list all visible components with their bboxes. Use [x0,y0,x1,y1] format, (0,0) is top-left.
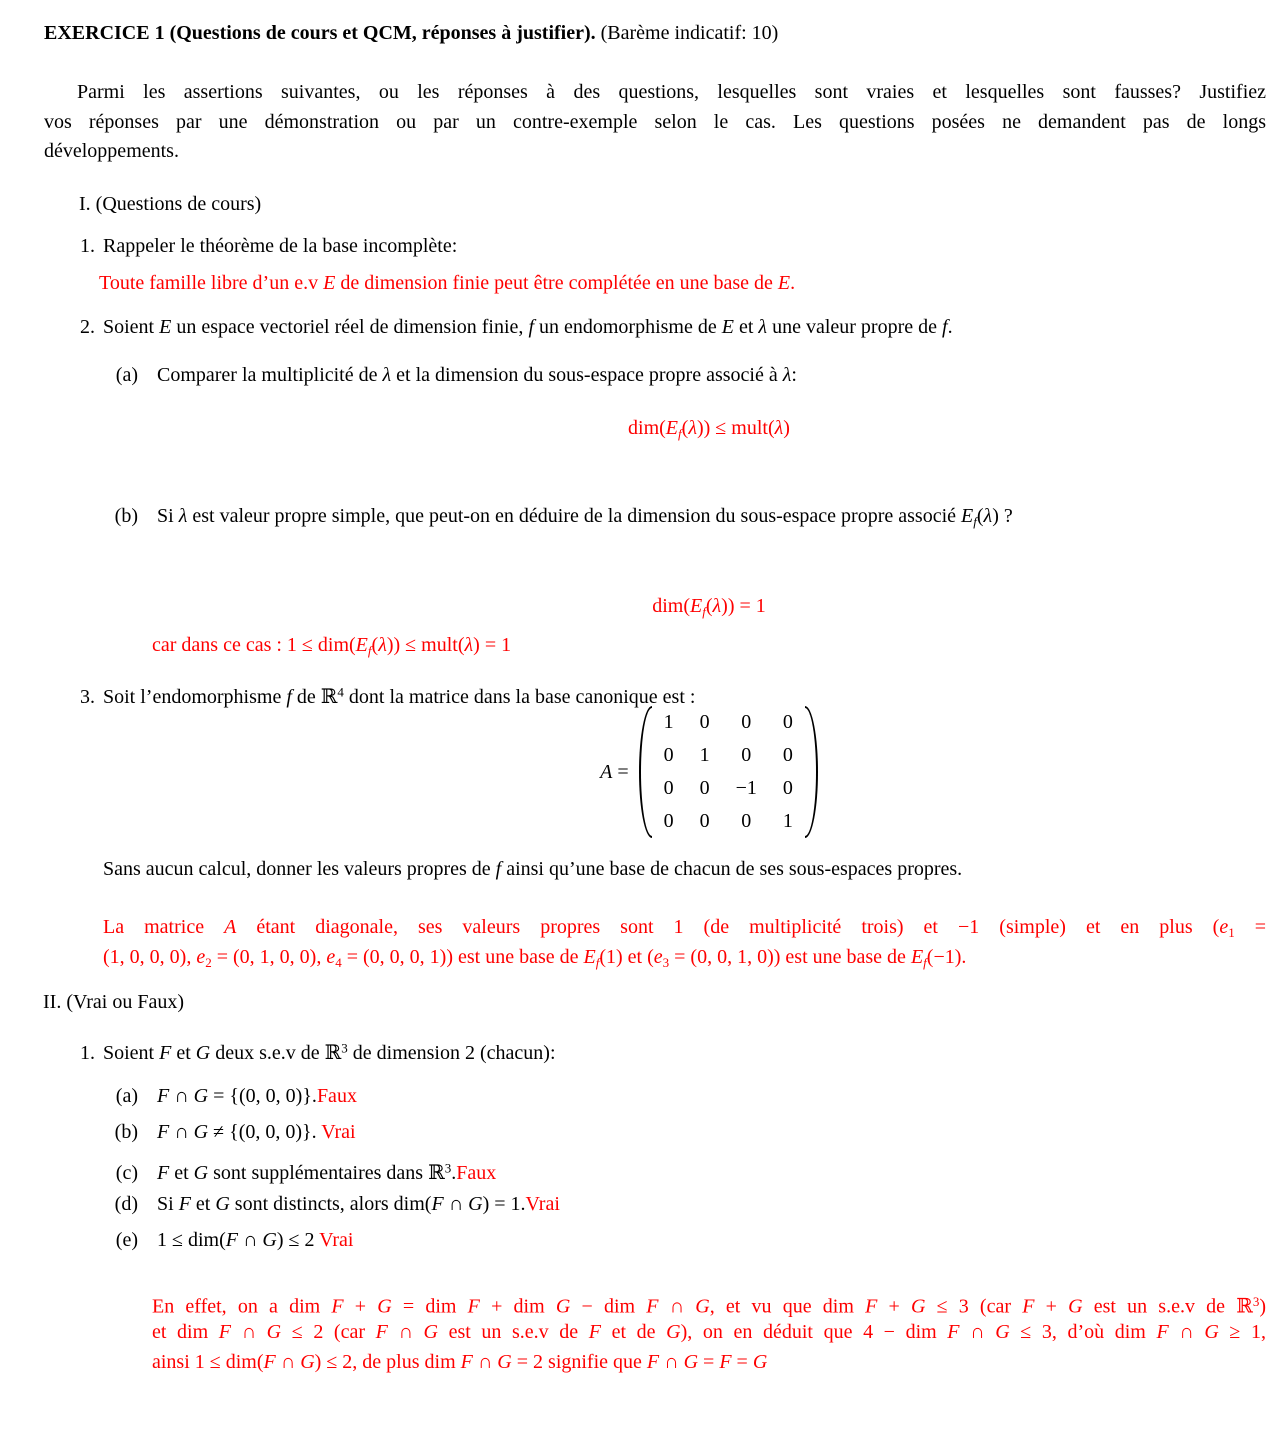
part1-q2b-text: Si λ est valeur propre simple, que peut-on en déduire de la dimension du sous-espace propre associé $E_f(\lambda)$ ? [157,505,1013,529]
exercise-title: EXERCICE 1 (Questions de cours et QCM, réponses à justifier). (Barème indicatif: 10) [44,22,779,44]
part1-q2-number: 2. [80,316,95,338]
part2-item-a-text: F ∩ G = {(0, 0, 0)}.Faux [157,1085,357,1107]
part1-q2b-because: car dans ce cas : $1 \le dim(E_f(\lambda))$ ≤ mult(λ) = 1 [152,634,512,658]
part2-item-e-text: 1 ≤ dim(F ∩ G) ≤ 2 Vrai [157,1229,354,1251]
part1-q2-text: Soient E un espace vectoriel réel de dimension finie, f un endomorphisme de E et λ une valeur propre de f. [103,316,953,338]
part1-q2b-formula: $dim(E_f(\lambda)) = 1$ [652,595,766,619]
part1-q1-answer: Toute famille libre d’un e.v E de dimension finie peut être complétée en une base de E. [99,272,796,294]
matrix-cell: 1 [782,810,793,832]
part2-q1-number: 1. [80,1041,95,1064]
part2-item-e [44,1226,354,1254]
part1-q1-number: 1. [80,235,95,257]
part1-header: I. (Questions de cours) [79,193,262,215]
part2-justification-line-1: En effet, on a dim F + G = dim F + dim G − dim F ∩ G, et vu que dim F + G ≤ 3 (car F + G est un s.e.v de ℝ$^3$) [152,1294,1266,1318]
part2-item-c [44,1154,496,1187]
part1-q2 [44,313,953,341]
part1-q1-text: Rappeler le théorème de la base incomplète: [103,235,458,257]
part2-item-b-text: F ∩ G ≠ {(0, 0, 0)}. Vrai [157,1121,356,1143]
part2-justification-line-3: ainsi 1 ≤ dim(F ∩ G) ≤ 2, de plus dim F ∩ G = 2 signifie que F ∩ G = F = G [152,1351,768,1373]
part1-q3-followup: Sans aucun calcul, donner les valeurs propres de f ainsi qu’une base de chacun de ses sous-espaces propres. [103,858,963,880]
matrix-cell: 0 [741,810,752,832]
part1-q2a [44,361,797,389]
part2-q1 [44,1034,556,1067]
part1-q2b [44,502,1013,536]
part2-item-b-label: (b) [114,1121,138,1143]
matrix-display [152,706,1266,838]
matrix-cell: 1 [699,744,710,766]
matrix-cell: 0 [663,810,674,832]
matrix-left-paren [639,706,652,838]
matrix-cell: 0 [741,711,752,733]
matrix-right-paren [805,706,818,838]
matrix-cell: 0 [782,711,793,733]
part1-q2a-label: (a) [115,364,138,386]
part2-justification-line-2: et dim F ∩ G ≤ 2 (car F ∩ G est un s.e.v de F et de G), on en déduit que 4 − dim F ∩ G ≤ 3, d’où dim F ∩ G ≥ 1, [152,1321,1266,1343]
matrix-cell: 0 [663,777,674,799]
matrix-cell: 0 [782,777,793,799]
matrix-cell: 0 [699,711,710,733]
part2-item-d [44,1190,560,1218]
part1-q3-answer-line-1: La matrice A étant diagonale, ses valeurs propres sont 1 (de multiplicité trois) et −1 (simple) et en plus ($e_1$ = [103,916,1267,940]
intro-line-1: Parmi les assertions suivantes, ou les réponses à des questions, lesquelles sont vraies et lesquelles sont fausses? Justifiez [77,81,1266,103]
part2-header: II. (Vrai ou Faux) [43,991,184,1013]
part1-q2b-label: (b) [114,505,138,527]
part2-item-d-text: Si F et G sont distincts, alors dim(F ∩ G) = 1.Vrai [157,1193,560,1215]
part2-item-c-text: F et G sont supplémentaires dans ℝ$^3$.Faux [157,1160,497,1184]
part1-q1 [44,232,457,260]
part1-q2a-text: Comparer la multiplicité de λ et la dimension du sous-espace propre associé à λ: [157,364,797,386]
part1-q2a-formula: $dim(E_f(\lambda))$ ≤ mult(λ) [628,417,790,441]
part2-item-b [44,1118,356,1146]
part1-q3-text: Soit l’endomorphisme f de ℝ$^4$ dont la matrice dans la base canonique est : [103,684,696,708]
part2-q1-text: Soient F et G deux s.e.v de ℝ$^3$ de dimension 2 (chacun): [103,1040,556,1064]
part1-q3-answer-line-2: (1, 0, 0, 0), $e_2 = (0$, 1, 0, 0), $e_4 = (0$, 0, 0, 1)) est une base de $E_f(1)$ et ($e_3 = (0$, 0, 1, 0)) est une base de $E_f(-1)$. [103,946,967,970]
matrix-cell: 0 [699,810,710,832]
matrix-label: A = [600,760,629,783]
matrix-cell: −1 [735,777,757,799]
matrix-cell: 1 [663,711,674,733]
intro-line-3: développements. [44,140,179,162]
part2-item-a-label: (a) [115,1085,138,1107]
part2-item-c-label: (c) [115,1161,138,1184]
matrix-cell: 0 [741,744,752,766]
matrix-cells [652,706,805,838]
matrix-cell: 0 [782,744,793,766]
matrix-cell: 0 [663,744,674,766]
intro-line-2: vos réponses par une démonstration ou par un contre-exemple selon le cas. Les questions posées ne demandent pas de longs [44,111,1266,133]
part2-item-d-label: (d) [114,1193,138,1215]
matrix-cell: 0 [699,777,710,799]
part2-item-a [44,1082,357,1110]
part1-q3-number: 3. [80,685,95,708]
matrix-a [600,706,818,838]
part2-item-e-label: (e) [115,1229,138,1251]
